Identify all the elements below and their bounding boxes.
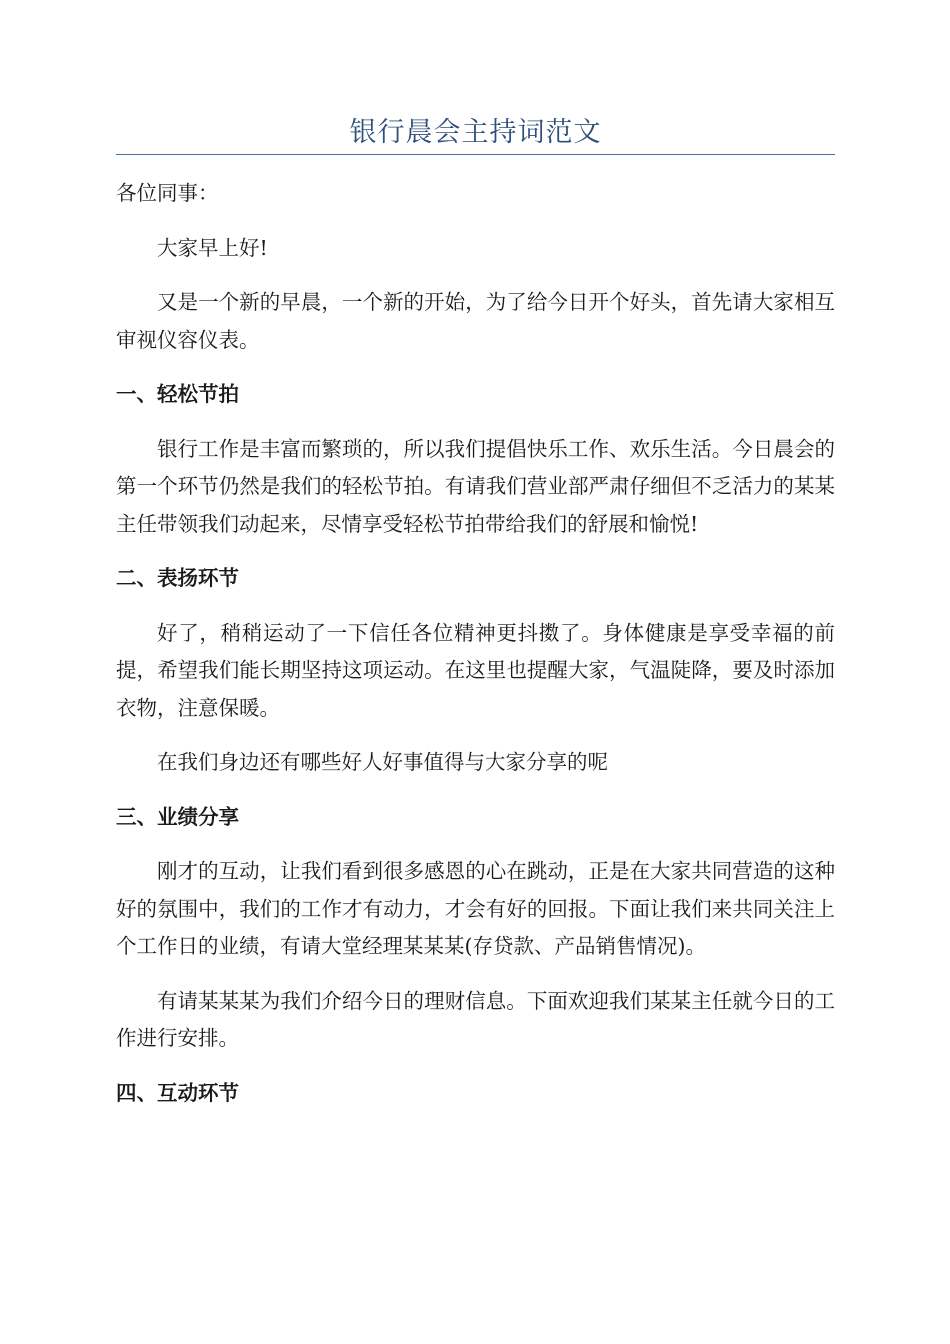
- section-heading-1: 一、轻松节拍: [116, 382, 239, 406]
- section-heading-3: 三、业绩分享: [116, 804, 239, 829]
- section-2-paragraph-1: 好了，稍稍运动了一下信任各位精神更抖擞了。身体健康是享受幸福的前提，希望我们能长期坚持这项运动。在这里也提醒大家，气温陡降，要及时添加衣物，注意保暖。: [116, 620, 835, 720]
- section-3-paragraph-1: 刚才的互动，让我们看到很多感恩的心在跳动，正是在大家共同营造的这种好的氛围中，我们的工作才有动力，才会有好的回报。下面让我们来共同关注上个工作日的业绩，有请大堂经理某某某(存贷款、产品销售情况)。: [116, 859, 835, 958]
- section-heading-4: 四、互动环节: [116, 1080, 239, 1105]
- section-heading-2: 二、表扬环节: [116, 566, 239, 590]
- greeting: 大家早上好!: [157, 235, 268, 260]
- section-3-paragraph-2: 有请某某某为我们介绍今日的理财信息。下面欢迎我们某某主任就今日的工作进行安排。: [116, 988, 835, 1050]
- document-page: [116, 108, 835, 1112]
- section-2-paragraph-2: 在我们身边还有哪些好人好事值得与大家分享的呢: [157, 750, 608, 774]
- intro-paragraph: 又是一个新的早晨，一个新的开始，为了给今日开个好头，首先请大家相互审视仪容仪表。: [116, 290, 835, 352]
- document-title: 银行晨会主持词范文: [116, 108, 835, 155]
- section-1-paragraph-1: 银行工作是丰富而繁琐的，所以我们提倡快乐工作、欢乐生活。今日晨会的第一个环节仍然是我们的轻松节拍。有请我们营业部严肃仔细但不乏活力的某某主任带领我们动起来，尽情享受轻松节拍带给我们的舒展和愉悦!: [116, 436, 835, 536]
- salutation: 各位同事：: [116, 181, 219, 205]
